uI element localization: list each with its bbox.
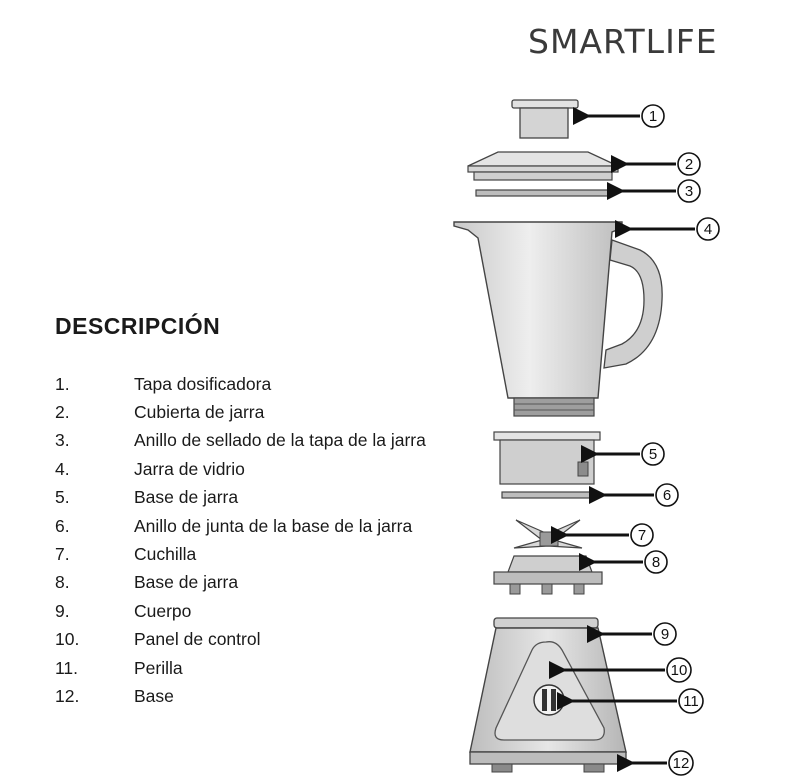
- item-label: Tapa dosificadora: [134, 373, 272, 394]
- callout-7: [566, 524, 653, 546]
- callout-number: 2: [684, 156, 694, 173]
- blade-base-part: [494, 556, 602, 594]
- callout-number: 7: [637, 527, 647, 544]
- item-label: Base: [134, 685, 174, 706]
- callout-number: 1: [648, 108, 658, 125]
- item-label: Cubierta de jarra: [134, 402, 265, 423]
- callout-8: [594, 551, 667, 573]
- callout-number: 5: [648, 446, 658, 463]
- jar-lid-part: [468, 152, 618, 180]
- callout-number: 12: [672, 755, 690, 772]
- callout-12: [632, 751, 693, 775]
- measuring-cap-part: [512, 100, 578, 138]
- item-label: Perilla: [134, 657, 183, 678]
- section-heading: DESCRIPCIÓN: [55, 313, 221, 339]
- callout-9: [602, 623, 676, 645]
- base-part: [470, 752, 626, 764]
- jar-base-part: [494, 432, 600, 484]
- callout-number: 8: [651, 554, 661, 571]
- item-number: 7.: [55, 544, 70, 565]
- callout-3: [622, 180, 700, 202]
- item-number: 12.: [55, 685, 80, 706]
- item-label: Jarra de vidrio: [134, 458, 245, 479]
- item-number: 10.: [55, 629, 80, 650]
- item-label: Panel de control: [134, 629, 261, 650]
- item-label: Cuerpo: [134, 600, 192, 621]
- item-number: 3.: [55, 430, 70, 451]
- item-number: 9.: [55, 600, 70, 621]
- callout-6: [604, 484, 678, 506]
- item-number: 4.: [55, 458, 70, 479]
- item-label: Anillo de sellado de la tapa de la jarra: [134, 430, 426, 451]
- item-number: 6.: [55, 515, 70, 536]
- callout-5: [596, 443, 664, 465]
- glass-jar-part: [454, 222, 662, 416]
- brand-logo: SMARTLIFE: [528, 22, 718, 61]
- item-label: Base de jarra: [134, 572, 239, 593]
- callout-number: 6: [662, 487, 672, 504]
- callout-number: 9: [660, 626, 670, 643]
- callout-number: 4: [703, 221, 713, 238]
- callout-4: [630, 218, 719, 240]
- item-number: 1.: [55, 373, 70, 394]
- item-label: Base de jarra: [134, 487, 239, 508]
- motor-body-part: [470, 618, 626, 772]
- item-label: Cuchilla: [134, 544, 197, 565]
- item-number: 8.: [55, 572, 70, 593]
- knob-part: [534, 685, 564, 715]
- item-number: 11.: [55, 657, 79, 678]
- base-gasket-part: [502, 492, 592, 498]
- callout-number: 11: [683, 693, 699, 710]
- lid-seal-ring-part: [476, 190, 610, 196]
- callout-1: [588, 105, 664, 127]
- item-label: Anillo de junta de la base de la jarra: [134, 515, 413, 536]
- callout-number: 3: [684, 183, 694, 200]
- item-number: 2.: [55, 402, 70, 423]
- callout-number: 10: [670, 662, 688, 679]
- callout-2: [626, 153, 700, 175]
- item-number: 5.: [55, 487, 70, 508]
